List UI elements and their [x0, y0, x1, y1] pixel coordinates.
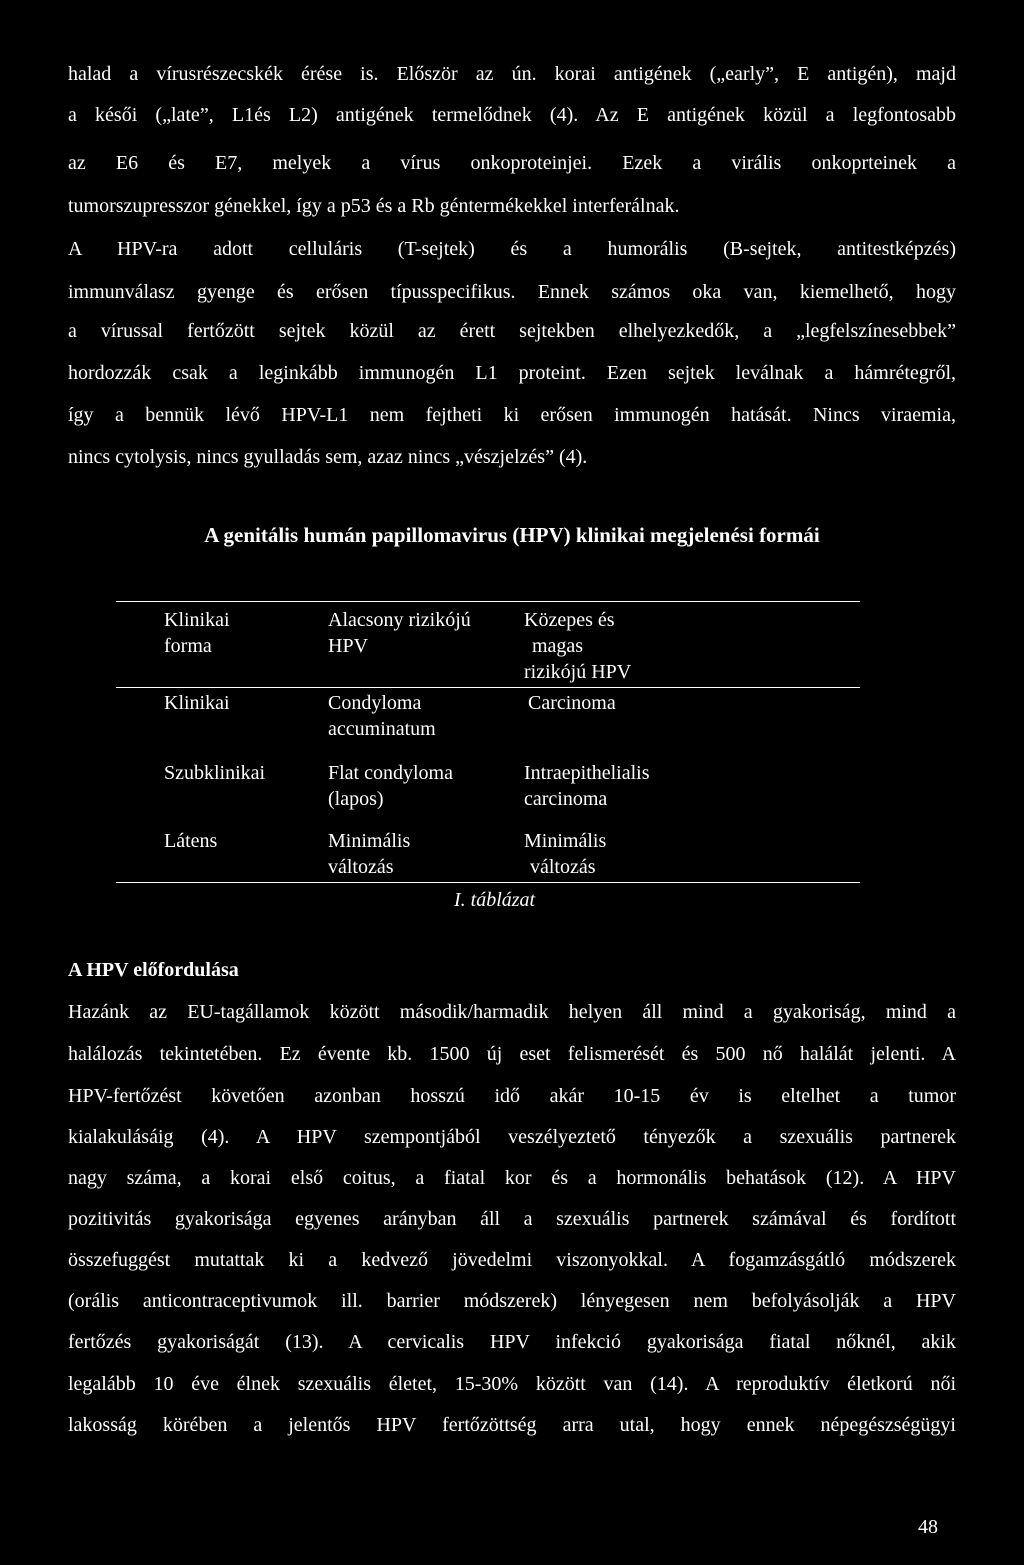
cell-line: HPV [328, 635, 369, 657]
table-cell: Klinikai [164, 692, 230, 714]
text-line: hordozzák csak a leginkább immunogén L1 proteint. Ezen sejtek leválnak a hámrétegről, [68, 362, 956, 384]
text-line: legalább 10 éve élnek szexuális életet, 15-30% között van (14). A reproduktív életkorú női [68, 1373, 956, 1395]
table-header-cell [524, 607, 631, 685]
table-cell [524, 760, 650, 812]
cell-line: Minimális [328, 830, 411, 852]
cell-line: (lapos) [328, 788, 384, 810]
table-header-rule [116, 687, 860, 688]
cell-line: Klinikai [164, 609, 230, 631]
text-line: nincs cytolysis, nincs gyulladás sem, azaz nincs „vészjelzés” (4). [68, 446, 588, 468]
text-line: az E6 és E7, melyek a vírus onkoproteinjei. Ezek a virális onkoprteinek a [68, 152, 956, 174]
table-cell: Carcinoma [528, 692, 616, 714]
text-line: kialakulásáig (4). A HPV szempontjából veszélyeztető tényezők a szexuális partnerek [68, 1126, 956, 1148]
section-heading: A HPV előfordulása [68, 959, 239, 981]
table-caption: I. táblázat [454, 889, 536, 911]
cell-line: accuminatum [328, 718, 436, 740]
text-line: így a bennük lévő HPV-L1 nem fejtheti ki erősen immunogén hatását. Nincs viraemia, [68, 404, 956, 426]
table-top-rule [116, 601, 860, 602]
cell-line: Flat condyloma [328, 762, 453, 784]
table-header-cell [328, 607, 471, 659]
table-cell [328, 690, 436, 742]
text-line: immunválasz gyenge és erősen típusspecifikus. Ennek számos oka van, kiemelhető, hogy [68, 281, 956, 303]
text-line: tumorszupresszor génekkel, így a p53 és a Rb géntermékekkel interferálnak. [68, 195, 680, 217]
text-line: HPV-fertőzést követően azonban hosszú idő akár 10-15 év is eltelhet a tumor [68, 1085, 956, 1107]
text-line: halálozás tekintetében. Ez évente kb. 1500 új eset felismerését és 500 nő halálát jelenti. A [68, 1043, 956, 1065]
cell-line: Condyloma [328, 692, 422, 714]
cell-line: rizikójú HPV [524, 661, 632, 683]
text-line: A HPV-ra adott celluláris (T-sejtek) és a humorális (B-sejtek, antitestképzés) [68, 238, 956, 260]
text-line: Hazánk az EU-tagállamok között második/harmadik helyen áll mind a gyakoriság, mind a [68, 1001, 956, 1023]
cell-line: forma [164, 635, 212, 657]
cell-line: Minimális [524, 830, 607, 852]
text-line: lakosság körében a jelentős HPV fertőzöttség arra utal, hogy ennek népegészségügyi [68, 1414, 956, 1436]
table-cell: Szubklinikai [164, 762, 266, 784]
cell-line: Közepes és [524, 609, 615, 631]
cell-line: változás [328, 856, 394, 878]
table-cell: Látens [164, 830, 218, 852]
text-line: a vírussal fertőzött sejtek közül az érett sejtekben elhelyezkedők, a „legfelszínesebbek” [68, 320, 956, 342]
table-header-cell [164, 607, 230, 659]
cell-line: carcinoma [524, 788, 608, 810]
text-line: halad a vírusrészecskék érése is. Először az ún. korai antigének („early”, E antigén), majd [68, 63, 956, 85]
table-bottom-rule [116, 882, 860, 883]
cell-line: Alacsony rizikójú [328, 609, 471, 631]
text-line: összefuggést mutattak ki a kedvező jövedelmi viszonyokkal. A fogamzásgátló módszerek [68, 1249, 956, 1271]
cell-line: változás [530, 856, 596, 878]
table-cell [328, 828, 410, 880]
text-line: a késői („late”, L1és L2) antigének termelődnek (4). Az E antigének közül a legfontosabb [68, 104, 956, 126]
text-line: fertőzés gyakoriságát (13). A cervicalis HPV infekció gyakorisága fiatal nőknél, akik [68, 1331, 956, 1353]
table-cell [328, 760, 453, 812]
cell-line: Intraepithelialis [524, 762, 650, 784]
text-line: pozitivitás gyakorisága egyenes arányban áll a szexuális partnerek számával és fordított [68, 1208, 956, 1230]
text-line: (orális anticontraceptivumok ill. barrier módszerek) lényegesen nem befolyásolják a HPV [68, 1290, 956, 1312]
cell-line: magas [532, 635, 584, 657]
page-number: 48 [918, 1516, 938, 1538]
table-cell [524, 828, 606, 880]
text-line: nagy száma, a korai első coitus, a fiatal kor és a hormonális behatások (12). A HPV [68, 1167, 956, 1189]
table-title: A genitális humán papillomavirus (HPV) klinikai megjelenési formái [204, 523, 820, 547]
